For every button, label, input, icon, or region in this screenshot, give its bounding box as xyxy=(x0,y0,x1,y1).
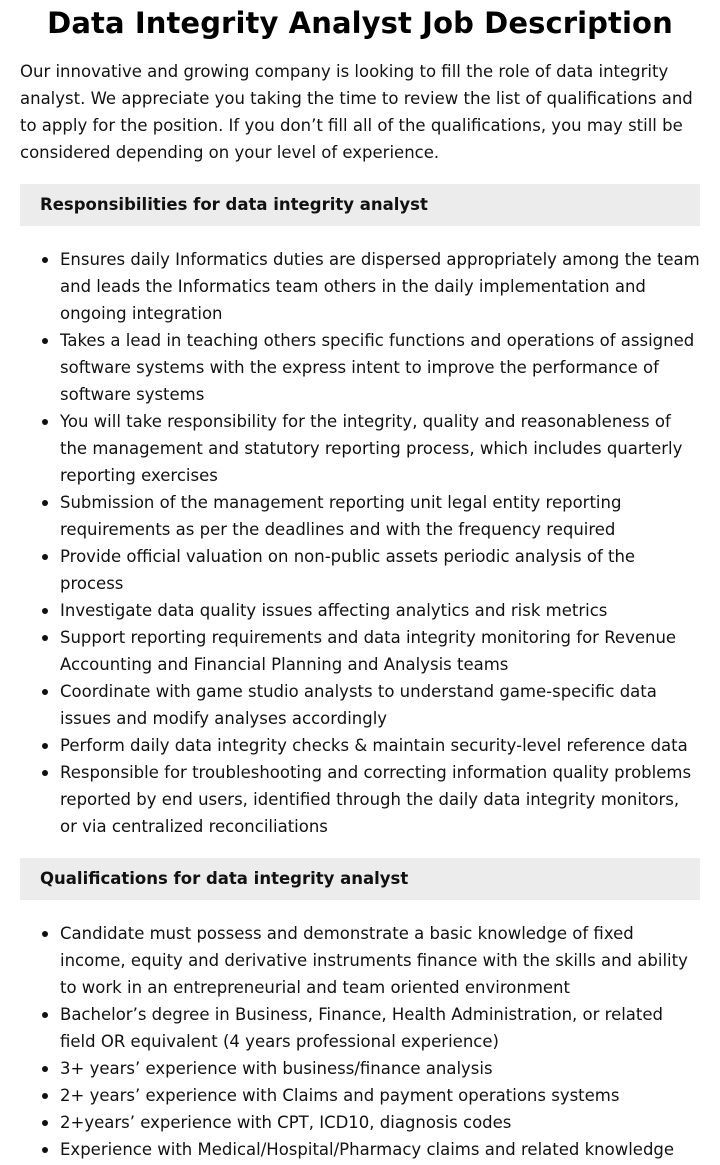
qualification-item: 2+years’ experience with CPT, ICD10, diagnosis codes xyxy=(20,1109,700,1136)
page-title: Data Integrity Analyst Job Description xyxy=(47,6,673,40)
qualifications-list xyxy=(20,920,700,1163)
responsibility-item: Investigate data quality issues affecting analytics and risk metrics xyxy=(20,597,700,624)
qualification-item: Candidate must possess and demonstrate a basic knowledge of fixed income, equity and derivative instruments finance with the skills and ability to work in an entrepreneurial and team oriented environment xyxy=(20,920,700,1001)
intro-paragraph: Our innovative and growing company is looking to fill the role of data integrity analyst. We appreciate you taking the time to review the list of qualifications and to apply for the position. If you don’t fill all of the qualifications, you may still be considered depending on your level of experience. xyxy=(20,62,693,162)
responsibility-item: Provide official valuation on non-public assets periodic analysis of the process xyxy=(20,543,700,597)
qualification-item: 2+ years’ experience with Claims and payment operations systems xyxy=(20,1082,700,1109)
responsibility-item: Coordinate with game studio analysts to understand game-specific data issues and modify analyses accordingly xyxy=(20,678,700,732)
responsibility-item: Responsible for troubleshooting and correcting information quality problems reported by end users, identified through the daily data integrity monitors, or via centralized reconciliations xyxy=(20,759,700,840)
responsibility-item: Submission of the management reporting unit legal entity reporting requirements as per the deadlines and with the frequency required xyxy=(20,489,700,543)
responsibility-item: Perform daily data integrity checks & maintain security-level reference data xyxy=(20,732,700,759)
responsibility-item: Ensures daily Informatics duties are dispersed appropriately among the team and leads the Informatics team others in the daily implementation and ongoing integration xyxy=(20,246,700,327)
responsibilities-list xyxy=(20,246,700,840)
responsibility-item: Support reporting requirements and data integrity monitoring for Revenue Accounting and Financial Planning and Analysis teams xyxy=(20,624,700,678)
qualification-item: 3+ years’ experience with business/finance analysis xyxy=(20,1055,700,1082)
responsibility-item: You will take responsibility for the integrity, quality and reasonableness of the management and statutory reporting process, which includes quarterly reporting exercises xyxy=(20,408,700,489)
responsibilities-heading: Responsibilities for data integrity analyst xyxy=(20,184,700,226)
responsibility-item: Takes a lead in teaching others specific functions and operations of assigned software systems with the express intent to improve the performance of software systems xyxy=(20,327,700,408)
qualification-item: Bachelor’s degree in Business, Finance, Health Administration, or related field OR equivalent (4 years professional experience) xyxy=(20,1001,700,1055)
qualification-item: Experience with Medical/Hospital/Pharmacy claims and related knowledge xyxy=(20,1136,700,1163)
qualifications-heading: Qualifications for data integrity analyst xyxy=(20,858,700,900)
